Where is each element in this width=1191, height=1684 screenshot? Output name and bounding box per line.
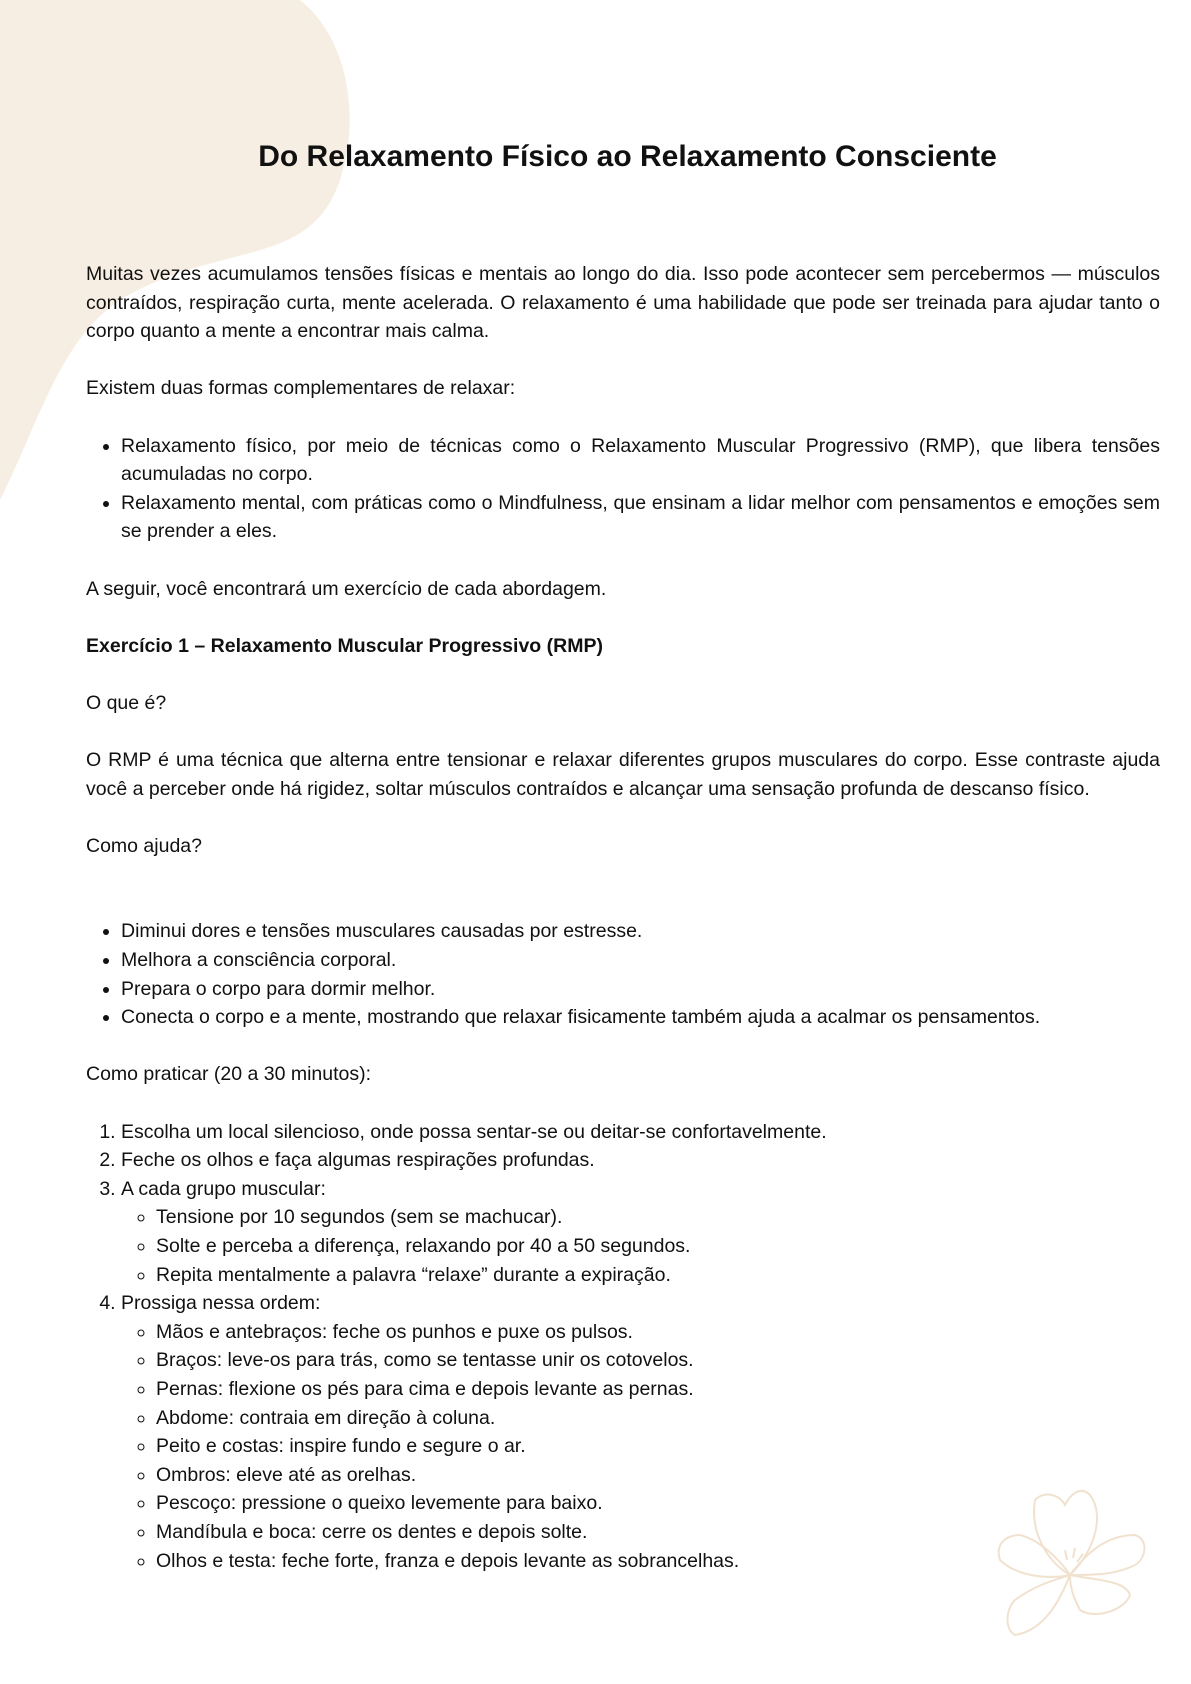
step-item: 2. Feche os olhos e faça algumas respirações profundas. — [121, 1146, 1160, 1175]
sub-item: ◦ Pescoço: pressione o queixo levemente para baixo. — [156, 1489, 1160, 1518]
steps-list — [86, 1118, 1160, 1576]
sub-item: ◦ Repita mentalmente a palavra “relaxe” durante a expiração. — [156, 1261, 1160, 1290]
what-text: O RMP é uma técnica que alterna entre tensionar e relaxar diferentes grupos musculares do corpo. Esse contraste ajuda você a perceber onde há rigidez, soltar músculos contraídos e alcançar uma sensação profunda de descanso físico. — [86, 749, 1160, 800]
sub-item: ◦ Ombros: eleve até as orelhas. — [156, 1461, 1160, 1490]
list-item: • Melhora a consciência corporal. — [121, 946, 1160, 975]
next-paragraph: A seguir, você encontrará um exercício de cada abordagem. — [86, 577, 607, 600]
help-list — [86, 917, 1160, 1031]
list-item: • Relaxamento mental, com práticas como o Mindfulness, que ensinam a lidar melhor com pensamentos e emoções sem se prender a eles. — [121, 489, 1160, 546]
sub-item: ◦ Mandíbula e boca: cerre os dentes e depois solte. — [156, 1518, 1160, 1547]
step-item: 4. Prossiga nessa ordem: ◦ Mãos e antebraços: feche os punhos e puxe os pulsos. ◦ Braços: leve-os para trás, como se tentasse unir os cotovelos. ◦ Pernas: flexione os pés para cima e depois levante as pernas. ◦ Abdome: contraia em direção à coluna. ◦ Peito e costas: inspire fundo e segure o ar. ◦ Ombros: eleve até as orelhas. ◦ Pescoço: pressione o queixo levemente para baixo. ◦ Mandíbula e boca: cerre os dentes e depois solte. ◦ Olhos e testa: feche forte, franza e depois levante as sobrancelhas. — [121, 1289, 1160, 1575]
what-label: O que é? — [86, 691, 167, 714]
sub-item: ◦ Mãos e antebraços: feche os punhos e puxe os pulsos. — [156, 1318, 1160, 1347]
list-item: • Conecta o corpo e a mente, mostrando que relaxar fisicamente também ajuda a acalmar os pensamentos. — [121, 1003, 1160, 1032]
step-item: 3. A cada grupo muscular: ◦ Tensione por 10 segundos (sem se machucar). ◦ Solte e perceba a diferença, relaxando por 40 a 50 segundos. ◦ Repita mentalmente a palavra “relaxe” durante a expiração. — [121, 1175, 1160, 1289]
sub-item: ◦ Peito e costas: inspire fundo e segure o ar. — [156, 1432, 1160, 1461]
page-title: Do Relaxamento Físico ao Relaxamento Consciente — [258, 140, 997, 173]
practice-label: Como praticar (20 a 30 minutos): — [86, 1063, 372, 1086]
list-item: • Relaxamento físico, por meio de técnicas como o Relaxamento Muscular Progressivo (RMP), que libera tensões acumuladas no corpo. — [121, 432, 1160, 489]
sub-item: ◦ Pernas: flexione os pés para cima e depois levante as pernas. — [156, 1375, 1160, 1404]
step-item: 1. Escolha um local silencioso, onde possa sentar-se ou deitar-se confortavelmente. — [121, 1118, 1160, 1147]
sub-item: ◦ Tensione por 10 segundos (sem se machucar). — [156, 1203, 1160, 1232]
document-body — [86, 260, 1160, 1604]
exercise-heading: Exercício 1 – Relaxamento Muscular Progressivo (RMP) — [86, 634, 603, 657]
sub-item: ◦ Olhos e testa: feche forte, franza e depois levante as sobrancelhas. — [156, 1547, 1160, 1576]
sub-item: ◦ Solte e perceba a diferença, relaxando por 40 a 50 segundos. — [156, 1232, 1160, 1261]
sub-item: ◦ Abdome: contraia em direção à coluna. — [156, 1404, 1160, 1433]
list-item: • Diminui dores e tensões musculares causadas por estresse. — [121, 917, 1160, 946]
forms-list — [86, 432, 1160, 546]
intro-paragraph: Muitas vezes acumulamos tensões físicas e mentais ao longo do dia. Isso pode acontecer sem percebermos — músculos contraídos, respiração curta, mente acelerada. O relaxamento é uma habilidade que pode ser treinada para ajudar tanto o corpo quanto a mente a encontrar mais calma. — [86, 263, 1160, 343]
help-label: Como ajuda? — [86, 834, 202, 857]
forms-intro: Existem duas formas complementares de relaxar: — [86, 377, 516, 400]
list-item: • Prepara o corpo para dormir melhor. — [121, 975, 1160, 1004]
sub-item: ◦ Braços: leve-os para trás, como se tentasse unir os cotovelos. — [156, 1346, 1160, 1375]
